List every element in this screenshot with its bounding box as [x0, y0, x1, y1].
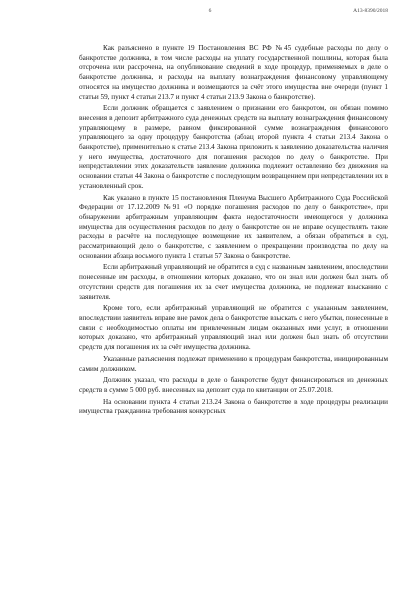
- paragraph: Как указано в пункте 15 постановления Пленума Высшего Арбитражного Суда Российской Федерации от 17.12.2009 №91 «О порядке погашения расходов по делу о банкротстве», при обнаружении арбитражным управляющим факта недостаточности имеющегося у должника имущества для осуществления расходов по делу о банкротстве он не вправе осуществлять такие расходы в расчёте на последующее возмещение их заявителем, а обязан обратиться в суд, рассматривающий дело о банкротстве, с заявлением о прекращении производства по делу на основании абзаца восьмого пункта 1 статьи 57 Закона о банкротстве.: [79, 193, 388, 260]
- paragraph: Кроме того, если арбитражный управляющий не обратится с указанным заявлением, впоследствии заявитель вправе вне рамок дела о банкротстве взыскать с него убытки, понесенные в связи с необходимостью оплаты им привлеченным лицам оказанных ими услуг, в отношении которых доказано, что арбитражный управляющий знал или должен был знать об отсутствии средств для погашения их за счёт имущества должника.: [79, 304, 388, 352]
- paragraph: На основании пункта 4 статьи 213.24 Закона о банкротстве в ходе процедуры реализации имущества гражданина требования конкурсных: [79, 397, 388, 416]
- paragraph: Если должник обращается с заявлением о признании его банкротом, он обязан помимо внесения в депозит арбитражного суда денежных средств на выплату вознаграждения финансовому управляющему в размере, равном фиксированной сумме вознаграждения финансового управляющего за одну процедуру банкротства (абзац второй пункта 4 статьи 213.4 Закона о банкротстве), применительно к статье 213.4 Закона приложить к заявлению доказательства наличия у него имущества, достаточного для погашения расходов по делу о банкротстве. При непредставлении этих доказательств заявление должника подлежит оставлению без движения на основании статьи 44 Закона о банкротстве с последующим возвращением при непредставлении их в установленный срок.: [79, 104, 388, 190]
- paragraph: Как разъяснено в пункте 19 Постановления ВС РФ №45 судебные расходы по делу о банкротстве должника, в том числе расходы на уплату государственной пошлины, которая была отсрочена или рассрочена, на опубликование сведений в ходе процедур, применяемых в деле о банкротстве должника, и расходы на выплату вознаграждения финансовому управляющему относятся на имущество должника и возмещаются за счёт этого имущества вне очереди (пункт 1 статьи 59, пункт 4 статьи 213.7 и пункт 4 статьи 213.9 Закона о банкротстве).: [79, 44, 388, 101]
- document-body: [79, 44, 388, 419]
- paragraph: Если арбитражный управляющий не обратится в суд с названным заявлением, впоследствии понесенные им расходы, в отношении которых доказано, что он знал или должен был знать об отсутствии средств для погашения их за счет имущества должника, не подлежат взысканию с заявителя.: [79, 263, 388, 301]
- case-number: А13-8390/2018: [353, 8, 388, 14]
- paragraph: Указанные разъяснения подлежат применению к процедурам банкротства, инициированным самим должником.: [79, 354, 388, 373]
- paragraph: Должник указал, что расходы в деле о банкротстве будут финансироваться из денежных средств в сумме 5 000 руб. внесенных на депозит суда по квитанции от 25.07.2018.: [79, 376, 388, 394]
- page-number: 6: [208, 8, 212, 14]
